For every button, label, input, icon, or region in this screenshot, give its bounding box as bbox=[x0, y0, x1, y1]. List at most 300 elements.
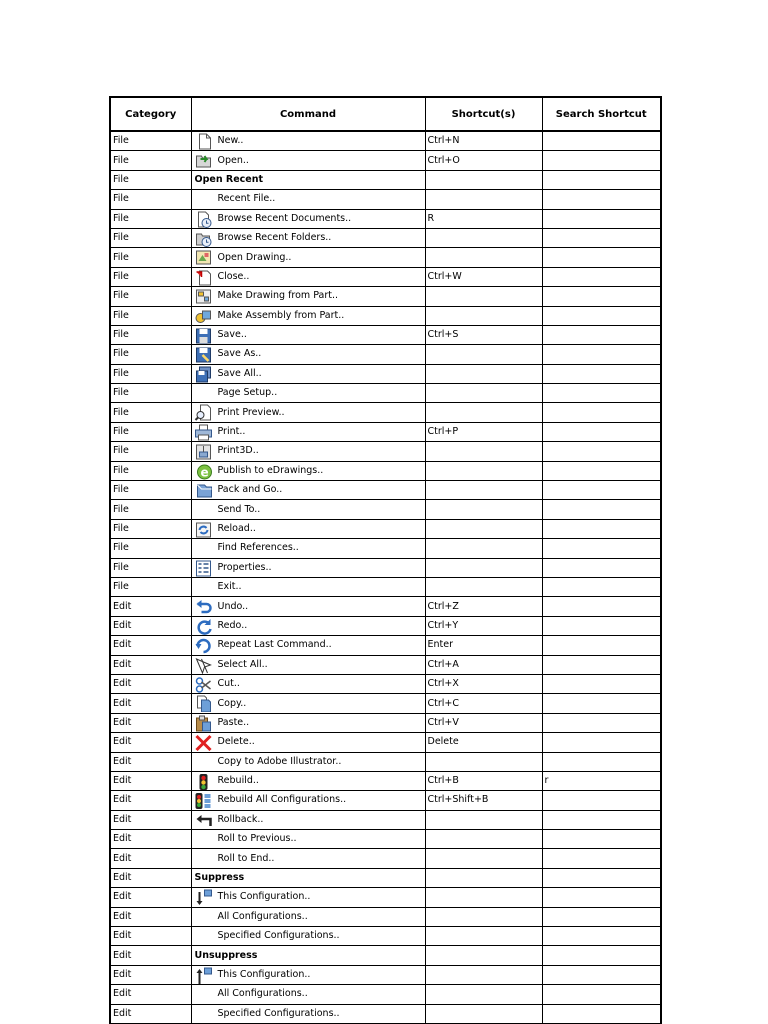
shortcut-cell: Ctrl+O bbox=[425, 151, 542, 170]
header-search-shortcut: Search Shortcut bbox=[542, 97, 661, 131]
search-shortcut-cell[interactable] bbox=[542, 868, 661, 887]
command-label: Find References.. bbox=[217, 542, 299, 554]
svg-text:e: e bbox=[200, 465, 209, 480]
command-label: Cut.. bbox=[217, 678, 240, 690]
shortcut-cell bbox=[425, 364, 542, 383]
search-shortcut-cell[interactable] bbox=[542, 345, 661, 364]
undo-icon bbox=[194, 598, 213, 615]
table-row bbox=[110, 636, 661, 655]
shortcut-cell: Ctrl+S bbox=[425, 325, 542, 344]
table-row bbox=[110, 403, 661, 422]
table-row bbox=[110, 287, 661, 306]
search-shortcut-cell[interactable] bbox=[542, 965, 661, 984]
shortcut-cell: Ctrl+C bbox=[425, 694, 542, 713]
suppress-down-icon bbox=[194, 889, 213, 906]
category-cell: File bbox=[110, 287, 191, 306]
command-label: Close.. bbox=[217, 270, 250, 282]
category-cell: Edit bbox=[110, 907, 191, 926]
open-folder-icon bbox=[194, 152, 213, 169]
command-label: Print3D.. bbox=[217, 445, 259, 457]
table-row bbox=[110, 597, 661, 616]
unsuppress-up-icon bbox=[194, 967, 213, 984]
shortcut-cell: Ctrl+P bbox=[425, 422, 542, 441]
paste-icon bbox=[194, 715, 213, 732]
search-shortcut-cell[interactable] bbox=[542, 539, 661, 558]
table-row bbox=[110, 267, 661, 286]
close-document-icon bbox=[194, 269, 213, 286]
category-cell: Edit bbox=[110, 868, 191, 887]
category-cell: File bbox=[110, 519, 191, 538]
category-cell: File bbox=[110, 209, 191, 228]
command-label: Print.. bbox=[217, 426, 246, 438]
category-cell: File bbox=[110, 442, 191, 461]
table-row bbox=[110, 345, 661, 364]
shortcut-cell bbox=[425, 190, 542, 209]
category-cell: File bbox=[110, 131, 191, 151]
search-shortcut-cell[interactable] bbox=[542, 228, 661, 247]
command-label: Specified Configurations.. bbox=[217, 1007, 340, 1019]
table-row bbox=[110, 209, 661, 228]
table-row bbox=[110, 364, 661, 383]
shortcut-cell: Ctrl+B bbox=[425, 771, 542, 790]
search-shortcut-cell[interactable] bbox=[542, 674, 661, 693]
search-shortcut-cell[interactable] bbox=[542, 248, 661, 267]
table-row bbox=[110, 248, 661, 267]
table-row bbox=[110, 810, 661, 829]
search-shortcut-cell[interactable] bbox=[542, 810, 661, 829]
command-label: Roll to Previous.. bbox=[217, 833, 297, 845]
category-cell: Edit bbox=[110, 713, 191, 732]
command-cell[interactable] bbox=[191, 577, 425, 596]
command-label: New.. bbox=[217, 135, 244, 147]
command-cell[interactable] bbox=[191, 830, 425, 849]
command-cell[interactable] bbox=[191, 248, 425, 267]
scissors-icon bbox=[194, 676, 213, 693]
command-label: Redo.. bbox=[217, 619, 248, 631]
category-cell: File bbox=[110, 539, 191, 558]
table-row bbox=[110, 539, 661, 558]
command-cell[interactable] bbox=[191, 1004, 425, 1023]
search-shortcut-cell[interactable] bbox=[542, 752, 661, 771]
category-cell: File bbox=[110, 267, 191, 286]
command-label: Copy.. bbox=[217, 697, 247, 709]
command-cell[interactable] bbox=[191, 616, 425, 635]
command-group-heading bbox=[191, 868, 425, 887]
command-cell[interactable] bbox=[191, 771, 425, 790]
delete-x-icon bbox=[194, 734, 213, 751]
category-cell: Edit bbox=[110, 791, 191, 810]
search-shortcut-cell[interactable] bbox=[542, 907, 661, 926]
recent-documents-icon bbox=[194, 211, 213, 228]
search-shortcut-cell[interactable] bbox=[542, 325, 661, 344]
table-row bbox=[110, 616, 661, 635]
command-cell[interactable] bbox=[191, 228, 425, 247]
save-as-icon bbox=[194, 346, 213, 363]
command-label: Recent File.. bbox=[217, 193, 276, 205]
command-label: Rebuild.. bbox=[217, 775, 259, 787]
category-cell: Edit bbox=[110, 597, 191, 616]
shortcut-cell bbox=[425, 868, 542, 887]
table-row bbox=[110, 190, 661, 209]
table-row bbox=[110, 442, 661, 461]
command-label: Save As.. bbox=[217, 348, 262, 360]
category-cell: File bbox=[110, 170, 191, 189]
search-shortcut-cell[interactable] bbox=[542, 170, 661, 189]
search-shortcut-cell[interactable] bbox=[542, 791, 661, 810]
command-cell[interactable] bbox=[191, 674, 425, 693]
command-cell[interactable] bbox=[191, 985, 425, 1004]
new-document-icon bbox=[194, 133, 213, 150]
table-row bbox=[110, 519, 661, 538]
header-shortcuts: Shortcut(s) bbox=[425, 97, 542, 131]
table-row bbox=[110, 713, 661, 732]
search-shortcut-cell[interactable] bbox=[542, 558, 661, 577]
search-shortcut-cell[interactable] bbox=[542, 1004, 661, 1023]
category-cell: Edit bbox=[110, 694, 191, 713]
search-shortcut-cell[interactable] bbox=[542, 267, 661, 286]
command-label: This Configuration.. bbox=[217, 891, 311, 903]
header-category: Category bbox=[110, 97, 191, 131]
command-cell[interactable] bbox=[191, 461, 425, 480]
category-cell: File bbox=[110, 481, 191, 500]
command-cell[interactable] bbox=[191, 597, 425, 616]
command-cell[interactable] bbox=[191, 345, 425, 364]
shortcut-cell: Ctrl+X bbox=[425, 674, 542, 693]
shortcut-table bbox=[109, 96, 662, 1024]
redo-icon bbox=[194, 618, 213, 635]
command-cell[interactable] bbox=[191, 403, 425, 422]
rebuild-all-icon bbox=[194, 792, 213, 809]
print3d-icon bbox=[194, 443, 213, 460]
category-cell: File bbox=[110, 248, 191, 267]
shortcut-cell bbox=[425, 907, 542, 926]
shortcut-cell bbox=[425, 985, 542, 1004]
command-label: Select All.. bbox=[217, 658, 268, 670]
command-cell[interactable] bbox=[191, 519, 425, 538]
search-shortcut-cell[interactable] bbox=[542, 422, 661, 441]
search-shortcut-cell[interactable] bbox=[542, 209, 661, 228]
command-cell[interactable] bbox=[191, 364, 425, 383]
table-row bbox=[110, 481, 661, 500]
search-shortcut-cell[interactable] bbox=[542, 577, 661, 596]
pack-and-go-icon bbox=[194, 482, 213, 499]
category-cell: File bbox=[110, 422, 191, 441]
table-row bbox=[110, 868, 661, 887]
command-label: Repeat Last Command.. bbox=[217, 639, 332, 651]
command-cell[interactable] bbox=[191, 481, 425, 500]
command-cell[interactable] bbox=[191, 325, 425, 344]
table-row bbox=[110, 325, 661, 344]
shortcut-cell: R bbox=[425, 209, 542, 228]
command-cell[interactable] bbox=[191, 655, 425, 674]
search-shortcut-cell[interactable]: r bbox=[542, 771, 661, 790]
shortcut-cell bbox=[425, 539, 542, 558]
command-cell[interactable] bbox=[191, 500, 425, 519]
print-preview-icon bbox=[194, 404, 213, 421]
save-icon bbox=[194, 327, 213, 344]
command-label: Pack and Go.. bbox=[217, 484, 283, 496]
search-shortcut-cell[interactable] bbox=[542, 927, 661, 946]
table-row bbox=[110, 927, 661, 946]
table-row bbox=[110, 170, 661, 189]
command-label: Undo.. bbox=[217, 600, 249, 612]
shortcut-cell bbox=[425, 519, 542, 538]
category-cell: Edit bbox=[110, 965, 191, 984]
shortcut-cell bbox=[425, 752, 542, 771]
shortcut-cell bbox=[425, 849, 542, 868]
search-shortcut-cell[interactable] bbox=[542, 481, 661, 500]
command-label: Open Drawing.. bbox=[217, 251, 292, 263]
command-label: Delete.. bbox=[217, 736, 255, 748]
table-row bbox=[110, 733, 661, 752]
shortcut-cell: Ctrl+V bbox=[425, 713, 542, 732]
command-cell[interactable] bbox=[191, 927, 425, 946]
category-cell: File bbox=[110, 384, 191, 403]
command-label: Open Recent bbox=[194, 173, 264, 185]
table-row bbox=[110, 771, 661, 790]
command-label: Save.. bbox=[217, 329, 247, 341]
search-shortcut-cell[interactable] bbox=[542, 849, 661, 868]
category-cell: Edit bbox=[110, 946, 191, 965]
search-shortcut-cell[interactable] bbox=[542, 636, 661, 655]
search-shortcut-cell[interactable] bbox=[542, 946, 661, 965]
category-cell: Edit bbox=[110, 636, 191, 655]
command-label: Make Drawing from Part.. bbox=[217, 290, 338, 302]
search-shortcut-cell[interactable] bbox=[542, 384, 661, 403]
category-cell: Edit bbox=[110, 616, 191, 635]
category-cell: File bbox=[110, 461, 191, 480]
shortcut-cell bbox=[425, 287, 542, 306]
command-label: Unsuppress bbox=[194, 949, 258, 961]
table-row bbox=[110, 791, 661, 810]
table-row bbox=[110, 558, 661, 577]
shortcut-cell: Delete bbox=[425, 733, 542, 752]
shortcut-cell bbox=[425, 403, 542, 422]
command-label: Send To.. bbox=[217, 503, 261, 515]
table-row bbox=[110, 151, 661, 170]
command-cell[interactable] bbox=[191, 713, 425, 732]
category-cell: Edit bbox=[110, 888, 191, 907]
table-row bbox=[110, 500, 661, 519]
search-shortcut-cell[interactable] bbox=[542, 519, 661, 538]
shortcut-cell bbox=[425, 810, 542, 829]
command-label: Properties.. bbox=[217, 561, 272, 573]
table-row bbox=[110, 830, 661, 849]
shortcut-cell: Ctrl+N bbox=[425, 131, 542, 151]
table-row bbox=[110, 422, 661, 441]
search-shortcut-cell[interactable] bbox=[542, 500, 661, 519]
command-cell[interactable] bbox=[191, 131, 425, 151]
table-row bbox=[110, 228, 661, 247]
table-row bbox=[110, 946, 661, 965]
search-shortcut-cell[interactable] bbox=[542, 403, 661, 422]
search-shortcut-cell[interactable] bbox=[542, 597, 661, 616]
command-group-heading bbox=[191, 946, 425, 965]
command-label: Print Preview.. bbox=[217, 406, 285, 418]
category-cell: Edit bbox=[110, 830, 191, 849]
table-row bbox=[110, 965, 661, 984]
command-label: Paste.. bbox=[217, 716, 250, 728]
shortcut-cell bbox=[425, 558, 542, 577]
search-shortcut-cell[interactable] bbox=[542, 616, 661, 635]
make-assembly-icon bbox=[194, 308, 213, 325]
search-shortcut-cell[interactable] bbox=[542, 131, 661, 151]
shortcut-cell bbox=[425, 248, 542, 267]
shortcut-cell: Ctrl+A bbox=[425, 655, 542, 674]
rollback-arrow-icon bbox=[194, 812, 213, 829]
table-body bbox=[110, 131, 661, 1023]
category-cell: Edit bbox=[110, 1004, 191, 1023]
category-cell: Edit bbox=[110, 810, 191, 829]
command-cell[interactable] bbox=[191, 287, 425, 306]
category-cell: Edit bbox=[110, 655, 191, 674]
edrawings-icon bbox=[194, 463, 213, 480]
command-label: Rebuild All Configurations.. bbox=[217, 794, 347, 806]
search-shortcut-cell[interactable] bbox=[542, 190, 661, 209]
reload-icon bbox=[194, 521, 213, 538]
shortcut-cell: Ctrl+Y bbox=[425, 616, 542, 635]
command-cell[interactable] bbox=[191, 209, 425, 228]
shortcut-cell: Enter bbox=[425, 636, 542, 655]
shortcut-cell bbox=[425, 481, 542, 500]
command-cell[interactable] bbox=[191, 442, 425, 461]
command-cell[interactable] bbox=[191, 907, 425, 926]
table-row bbox=[110, 752, 661, 771]
table-row bbox=[110, 849, 661, 868]
category-cell: File bbox=[110, 325, 191, 344]
category-cell: Edit bbox=[110, 985, 191, 1004]
command-cell[interactable] bbox=[191, 151, 425, 170]
command-label: Open.. bbox=[217, 154, 249, 166]
search-shortcut-cell[interactable] bbox=[542, 888, 661, 907]
search-shortcut-cell[interactable] bbox=[542, 151, 661, 170]
shortcut-cell bbox=[425, 306, 542, 325]
command-cell[interactable] bbox=[191, 888, 425, 907]
category-cell: File bbox=[110, 500, 191, 519]
command-label: Make Assembly from Part.. bbox=[217, 309, 345, 321]
shortcut-cell bbox=[425, 170, 542, 189]
command-label: All Configurations.. bbox=[217, 988, 308, 1000]
shortcut-cell: Ctrl+Z bbox=[425, 597, 542, 616]
category-cell: File bbox=[110, 364, 191, 383]
command-label: Roll to End.. bbox=[217, 852, 275, 864]
command-label: Publish to eDrawings.. bbox=[217, 464, 324, 476]
command-cell[interactable] bbox=[191, 733, 425, 752]
shortcut-cell bbox=[425, 442, 542, 461]
table-row bbox=[110, 907, 661, 926]
table-row bbox=[110, 461, 661, 480]
open-drawing-icon bbox=[194, 249, 213, 266]
command-cell[interactable] bbox=[191, 422, 425, 441]
command-cell[interactable] bbox=[191, 810, 425, 829]
table-header-row bbox=[110, 97, 661, 131]
command-cell[interactable] bbox=[191, 752, 425, 771]
command-cell[interactable] bbox=[191, 190, 425, 209]
command-label: Page Setup.. bbox=[217, 387, 278, 399]
command-cell[interactable] bbox=[191, 267, 425, 286]
command-cell[interactable] bbox=[191, 558, 425, 577]
shortcut-cell bbox=[425, 927, 542, 946]
table-row bbox=[110, 888, 661, 907]
command-cell[interactable] bbox=[191, 849, 425, 868]
command-cell[interactable] bbox=[191, 539, 425, 558]
command-label: Exit.. bbox=[217, 581, 242, 593]
command-label: All Configurations.. bbox=[217, 910, 308, 922]
command-label: Suppress bbox=[194, 872, 245, 884]
category-cell: Edit bbox=[110, 733, 191, 752]
save-all-icon bbox=[194, 366, 213, 383]
properties-icon bbox=[194, 560, 213, 577]
command-cell[interactable] bbox=[191, 636, 425, 655]
command-cell[interactable] bbox=[191, 965, 425, 984]
search-shortcut-cell[interactable] bbox=[542, 985, 661, 1004]
search-shortcut-cell[interactable] bbox=[542, 694, 661, 713]
command-group-heading bbox=[191, 170, 425, 189]
shortcut-cell bbox=[425, 461, 542, 480]
repeat-icon bbox=[194, 637, 213, 654]
command-label: Browse Recent Documents.. bbox=[217, 212, 352, 224]
shortcut-cell bbox=[425, 384, 542, 403]
table-row bbox=[110, 694, 661, 713]
table-row bbox=[110, 1004, 661, 1023]
shortcut-cell bbox=[425, 500, 542, 519]
command-label: Specified Configurations.. bbox=[217, 930, 340, 942]
command-label: Save All.. bbox=[217, 367, 262, 379]
table-row bbox=[110, 985, 661, 1004]
search-shortcut-cell[interactable] bbox=[542, 713, 661, 732]
shortcut-cell bbox=[425, 888, 542, 907]
shortcut-cell bbox=[425, 345, 542, 364]
category-cell: Edit bbox=[110, 752, 191, 771]
search-shortcut-cell[interactable] bbox=[542, 655, 661, 674]
shortcut-cell bbox=[425, 577, 542, 596]
command-label: Rollback.. bbox=[217, 813, 264, 825]
shortcut-table-sheet bbox=[109, 96, 660, 1024]
search-shortcut-cell[interactable] bbox=[542, 733, 661, 752]
category-cell: File bbox=[110, 345, 191, 364]
table-row bbox=[110, 674, 661, 693]
search-shortcut-cell[interactable] bbox=[542, 461, 661, 480]
search-shortcut-cell[interactable] bbox=[542, 442, 661, 461]
traffic-light-icon bbox=[194, 773, 213, 790]
table-row bbox=[110, 655, 661, 674]
category-cell: File bbox=[110, 228, 191, 247]
shortcut-cell bbox=[425, 965, 542, 984]
search-shortcut-cell[interactable] bbox=[542, 364, 661, 383]
command-cell[interactable] bbox=[191, 384, 425, 403]
table-row bbox=[110, 306, 661, 325]
command-cell[interactable] bbox=[191, 791, 425, 810]
search-shortcut-cell[interactable] bbox=[542, 830, 661, 849]
select-all-icon bbox=[194, 657, 213, 674]
shortcut-cell bbox=[425, 830, 542, 849]
category-cell: Edit bbox=[110, 927, 191, 946]
shortcut-cell: Ctrl+Shift+B bbox=[425, 791, 542, 810]
category-cell: File bbox=[110, 577, 191, 596]
command-cell[interactable] bbox=[191, 306, 425, 325]
command-cell[interactable] bbox=[191, 694, 425, 713]
category-cell: Edit bbox=[110, 771, 191, 790]
shortcut-cell bbox=[425, 946, 542, 965]
search-shortcut-cell[interactable] bbox=[542, 287, 661, 306]
category-cell: Edit bbox=[110, 674, 191, 693]
search-shortcut-cell[interactable] bbox=[542, 306, 661, 325]
category-cell: File bbox=[110, 558, 191, 577]
shortcut-cell bbox=[425, 228, 542, 247]
command-label: Copy to Adobe Illustrator.. bbox=[217, 755, 342, 767]
category-cell: File bbox=[110, 403, 191, 422]
header-command: Command bbox=[191, 97, 425, 131]
